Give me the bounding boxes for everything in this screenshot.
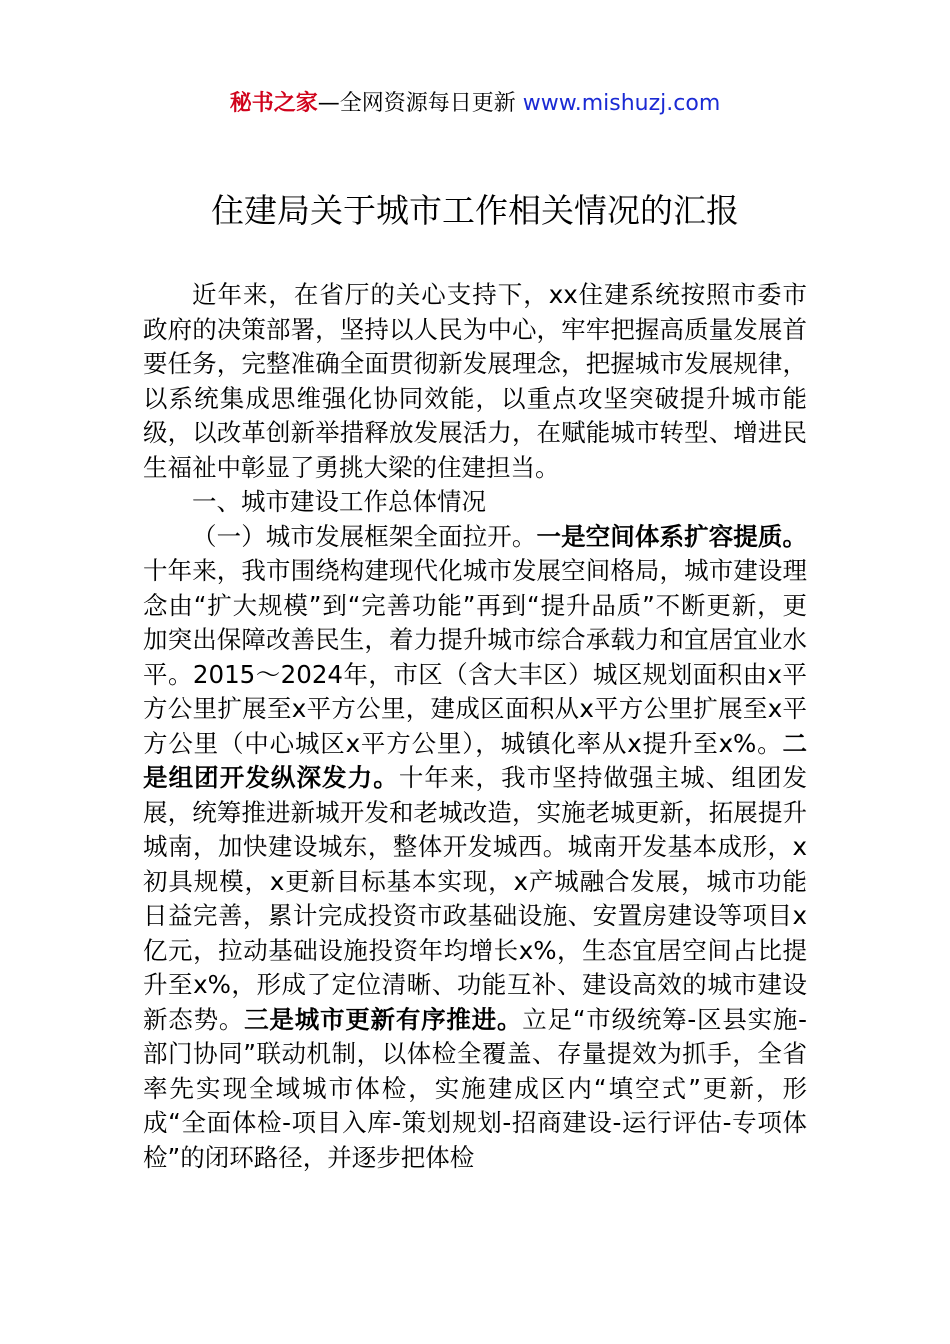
site-name: 秘书之家 — [229, 91, 318, 116]
point-3-text: 立足“市级统筹-区县实施-部门协同”联动机制，以体检全覆盖、存量提效为抓手，全省率先实现全域城市体检，实施建成区内“填空式”更新，形成“全面体检-项目入库-策划规划-招商建设-运行评估-专项体检”的闭环路径，并逐步把体检 — [143, 1004, 808, 1172]
subsection-heading: （一）城市发展框架全面拉开。 — [192, 521, 537, 551]
document-body — [143, 278, 807, 1175]
point-1-text: 十年来，我市围绕构建现代化城市发展空间格局，城市建设理念由“扩大规模”到“完善功能”再到“提升品质”不断更新，更加突出保障改善民生，着力提升城市综合承载力和宜居宜业水平。2015～2024年，市区（含大丰区）城区规划面积由x平方公里扩展至x平方公里，建成区面积从x平方公里扩展至x平方公里（中心城区x平方公里），城镇化率从x提升至x%。 — [143, 556, 807, 758]
bold-point-1: 一是空间体系扩容提质。 — [536, 521, 808, 551]
site-tagline: —全网资源每日更新 — [317, 91, 523, 116]
site-header — [0, 88, 950, 120]
section-heading: 一、城市建设工作总体情况 — [192, 487, 486, 516]
intro-paragraph: 近年来，在省厅的关心支持下，xx住建系统按照市委市政府的决策部署，坚持以人民为中心，牢牢把握高质量发展首要任务，完整准确全面贯彻新发展理念，把握城市发展规律，以系统集成思维强化协同效能，以重点攻坚突破提升城市能级，以改革创新举措释放发展活力，在赋能城市转型、增进民生福祉中彰显了勇挑大梁的住建担当。 — [143, 280, 807, 482]
bold-point-3: 三是城市更新有序推进。 — [244, 1004, 523, 1034]
site-url-link[interactable]: www.mishuzj.com — [522, 91, 721, 116]
point-2-text: 十年来，我市坚持做强主城、组团发展，统筹推进新城开发和老城改造，实施老城更新，拓展提升城南，加快建设城东，整体开发城西。城南开发基本成形，x初具规模，x更新目标基本实现，x产城融合发展，城市功能日益完善，累计完成投资市政基础设施、安置房建设等项目x亿元，拉动基础设施投资年均增长x%，生态宜居空间占比提升至x%，形成了定位清晰、功能互补、建设高效的城市建设新态势。 — [143, 763, 808, 1034]
bold-point-2: 二是组团开发纵深发力。 — [143, 728, 807, 792]
body-paragraph — [143, 520, 807, 1176]
document-title: 住建局关于城市工作相关情况的汇报 — [211, 191, 739, 230]
